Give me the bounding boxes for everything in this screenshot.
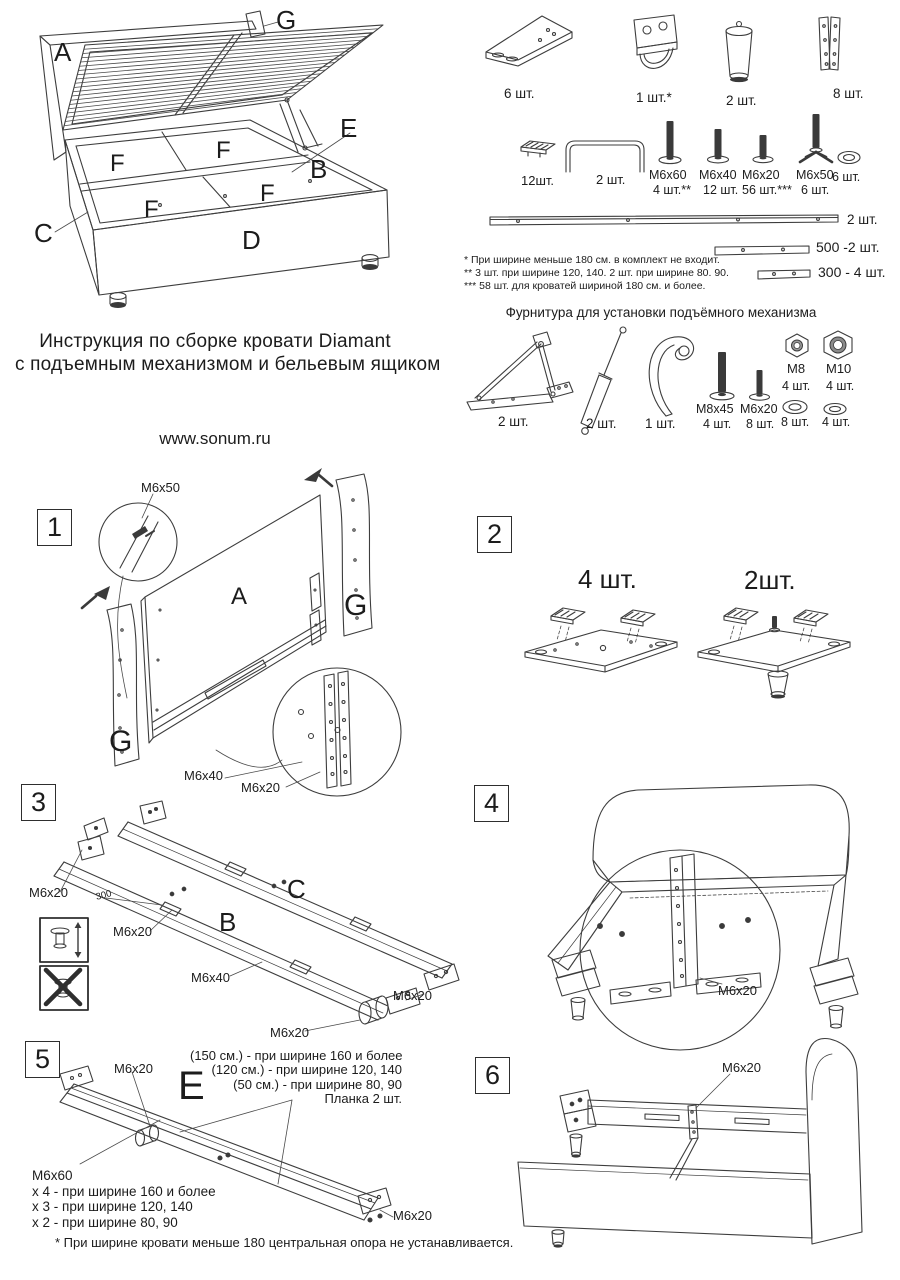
label-part-F: F: [144, 196, 159, 223]
strap-icon: [640, 328, 702, 420]
lift-hardware-title: Фурнитура для установки подъёмного механизма: [505, 305, 817, 320]
step-4-number: 4: [474, 785, 509, 822]
step5-m6x20-bottom-label: M6x20: [393, 1208, 433, 1223]
label-part-D: D: [242, 225, 261, 255]
step5-width-notes: [190, 1049, 402, 1106]
nut-m10-qty: 4 шт.: [826, 379, 855, 393]
step-4-diagram: [460, 778, 900, 1040]
washer-8-icon: [781, 399, 809, 415]
step3-part-C: C: [287, 874, 306, 904]
bolt-m6x20-lift-qty: 8 шт.: [746, 417, 775, 431]
bolt-m6x20-icon: [745, 133, 781, 165]
qty-pad: 12шт.: [521, 173, 555, 188]
step5-x4-note: х 4 - при ширине 160 и более: [32, 1183, 216, 1199]
qty-center-leg-bracket: 1 шт.*: [636, 90, 672, 105]
qty-strap: 1 шт.: [645, 416, 676, 431]
bolt-m6x60-icon: [652, 118, 688, 166]
label-part-A: A: [54, 37, 72, 67]
bolt-m6x50-foot-icon: [794, 112, 838, 166]
step5-width-120: (120 см.) - при ширине 120, 140: [211, 1062, 402, 1078]
qty-gas-strut: 2 шт.: [586, 416, 617, 431]
step5-m6x60-label: M6x60: [32, 1168, 73, 1183]
bolt-m6x50-qty: 6 шт.: [801, 183, 830, 197]
bolt-m6x20-lift-label: M6x20: [740, 402, 778, 416]
hardware-note-1: * При ширине меньше 180 см. в комплект не входит.: [464, 254, 720, 266]
slat-500-icon: [713, 244, 811, 257]
step3-300-label: 300: [94, 888, 113, 903]
step3-m6x20-label-1: M6x20: [29, 885, 69, 900]
step-6-number: 6: [475, 1057, 510, 1094]
u-bracket-icon: [560, 136, 650, 174]
bolt-m6x40-label: M6x40: [699, 168, 737, 182]
bolt-m8x45-label: M8x45: [696, 402, 734, 416]
step3-m6x20-label-2: M6x20: [113, 924, 153, 939]
step-2-diagram: [470, 600, 900, 710]
bolt-m6x20-lift-icon: [744, 368, 776, 406]
center-leg-bracket-icon: [628, 12, 682, 84]
step3-m6x40-label: M6x40: [191, 970, 231, 985]
hardware-note-3: *** 58 шт. для кроватей шириной 180 см. и более.: [464, 280, 706, 292]
qty-washer: 6 шт.: [832, 170, 861, 184]
qty-slat-300: 300 - 4 шт.: [818, 264, 886, 280]
step-1-number: 1: [37, 509, 72, 546]
bolt-m6x50-label: M6x50: [796, 168, 834, 182]
step5-m6x20-top-label: M6x20: [114, 1061, 154, 1076]
step5-width-150: (150 см.) - при ширине 160 и более: [190, 1048, 403, 1063]
step1-part-G-left: G: [109, 725, 133, 758]
flat-bracket-icon: [815, 14, 845, 72]
long-slat-icon: [488, 213, 840, 227]
corner-bracket-icon: [478, 10, 582, 74]
label-part-E: E: [340, 113, 358, 143]
slat-300-icon: [756, 268, 812, 281]
nut-m10-label: M10: [826, 361, 852, 376]
nut-m8-icon: [782, 332, 812, 359]
step5-x2-note: х 2 - при ширине 80, 90: [32, 1214, 178, 1230]
step5-x3-note: х 3 - при ширине 120, 140: [32, 1199, 193, 1215]
label-part-F: F: [216, 137, 231, 164]
step5-m6x60-notes: [32, 1168, 216, 1230]
bolt-m6x60-label: M6x60: [649, 168, 687, 182]
label-part-B: B: [310, 154, 328, 184]
step1-part-G-right: G: [344, 589, 368, 622]
step1-m6x20-label: M6x20: [241, 780, 281, 795]
step3-m6x20-label-3: M6x20: [393, 988, 433, 1003]
step-5-number: 5: [25, 1041, 60, 1078]
website-link[interactable]: www.sonum.ru: [159, 429, 271, 448]
step4-m6x20-label: M6x20: [718, 983, 758, 998]
label-part-G: G: [276, 5, 297, 35]
bolt-m8x45-icon: [704, 350, 740, 406]
step6-m6x20-label: M6x20: [722, 1060, 762, 1075]
step-1-diagram: [20, 460, 460, 810]
lift-mechanism-icon: [463, 326, 575, 414]
washer-4-qty: 4 шт.: [822, 415, 851, 429]
bolt-m6x60-qty: 4 шт.**: [653, 183, 691, 197]
bolt-m6x20-label: M6x20: [742, 168, 780, 182]
step3-m6x20-label-4: M6x20: [270, 1025, 310, 1040]
step-6-diagram: [460, 1030, 900, 1280]
washer-4-icon: [821, 402, 849, 416]
page-title-line1: Инструкция по сборке кровати Diamant: [39, 331, 391, 352]
bolt-m6x40-icon: [700, 127, 736, 165]
step1-m6x40-label: M6x40: [184, 768, 224, 783]
step2-qty-left: 4 шт.: [578, 564, 637, 594]
step3-part-B: B: [219, 907, 237, 937]
bolt-m6x40-qty: 12 шт.: [703, 183, 739, 197]
label-part-F: F: [110, 150, 125, 177]
label-part-F: F: [260, 180, 275, 207]
qty-lift-mechanism: 2 шт.: [498, 414, 529, 429]
step-2-number: 2: [477, 516, 512, 553]
qty-u-bracket: 2 шт.: [596, 172, 626, 187]
step1-part-A: A: [231, 583, 248, 610]
qty-long-slat: 2 шт.: [847, 212, 878, 227]
hardware-note-2: ** 3 шт. при ширине 120, 140. 2 шт. при ширине 80. 90.: [464, 267, 729, 279]
bolt-m6x20-qty: 56 шт.***: [742, 183, 792, 197]
qty-bed-leg: 2 шт.: [726, 93, 757, 108]
step2-qty-right: 2шт.: [744, 565, 796, 595]
qty-flat-bracket: 8 шт.: [833, 86, 864, 101]
step-3-diagram: [20, 798, 460, 1045]
bolt-m8x45-qty: 4 шт.: [703, 417, 732, 431]
page-title-line2: с подъемным механизмом и бельевым ящиком: [15, 354, 441, 375]
washer-8-qty: 8 шт.: [781, 415, 810, 429]
step5-part-E: E: [178, 1064, 205, 1108]
step1-m6x50-label: M6x50: [141, 480, 181, 495]
nut-m10-icon: [820, 329, 856, 361]
pad-icon: [518, 138, 558, 160]
nut-m8-qty: 4 шт.: [782, 379, 811, 393]
washer-icon: [836, 150, 862, 165]
qty-corner-bracket: 6 шт.: [504, 86, 535, 101]
step5-planka-qty: Планка 2 шт.: [324, 1090, 402, 1106]
qty-slat-500: 500 -2 шт.: [816, 239, 880, 255]
label-part-C: C: [34, 218, 53, 248]
bed-leg-icon: [716, 16, 762, 86]
step-3-number: 3: [21, 784, 56, 821]
step5-width-50: (50 см.) - при ширине 80, 90: [233, 1076, 402, 1092]
footnote: * При ширине кровати меньше 180 центральная опора не устанавливается.: [55, 1235, 514, 1250]
nut-m8-label: M8: [787, 361, 806, 376]
